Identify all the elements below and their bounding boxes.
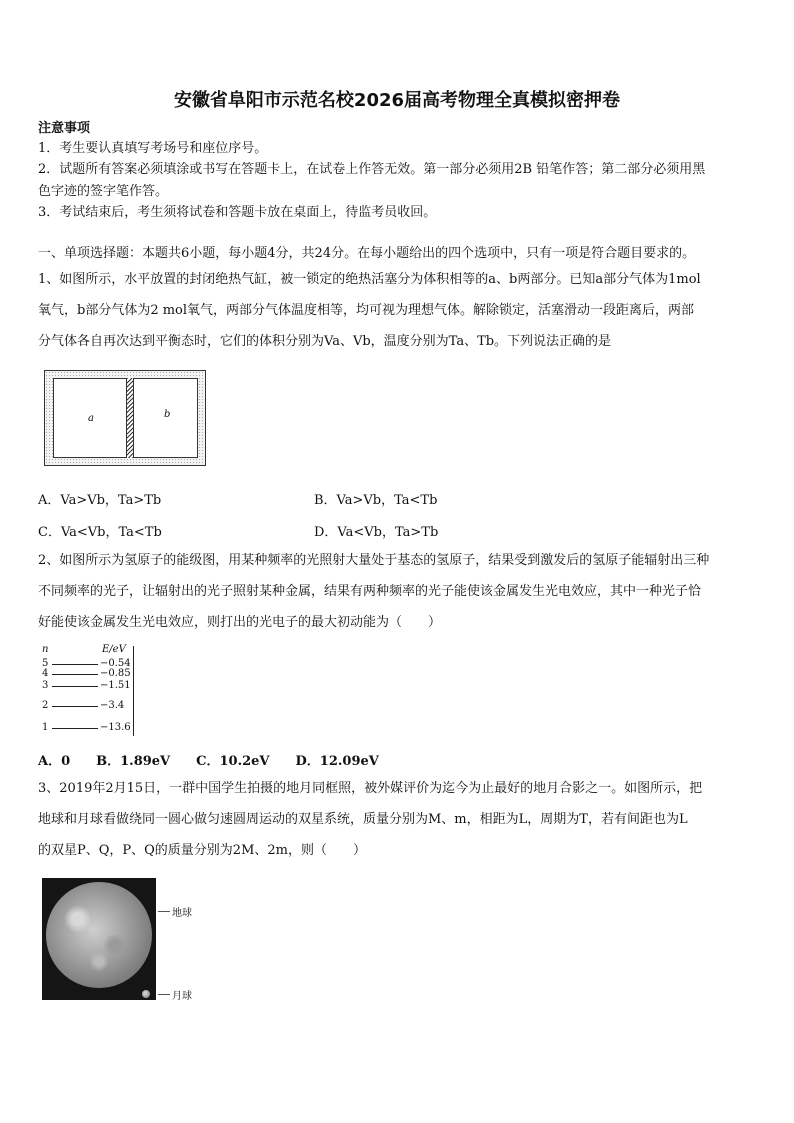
energy-level-3: 3 −1.51 [42,680,131,691]
piston [126,378,134,458]
q2-line-1: 2、如图所示为氢原子的能级图，用某种频率的光照射大量处于基态的氢原子，结果受到激发后的氢原子能辐射出三种 [38,553,710,568]
moon-pointer [158,994,170,995]
notice-item-2-cont: 色字迹的签字笔作答。 [38,184,169,199]
cylinder-figure [44,370,206,466]
q1-option-b[interactable]: B．Va>Vb，Ta<Tb [314,493,438,508]
moon-label: 月球 [172,991,192,1002]
notice-item-2: 2．试题所有答案必须填涂或书写在答题卡上，在试卷上作答无效。第一部分必须用2B 铅笔作答；第二部分必须用黑 [38,162,706,177]
earth-label: 地球 [172,908,192,919]
q2-options[interactable]: A．0 B．1.89eV C．10.2eV D．12.09eV [38,754,379,769]
q1-line-2: 氧气，b部分气体为2 mol氧气，两部分气体温度相等，均可视为理想气体。解除锁定，活塞滑动一段距离后，两部 [38,303,695,318]
earth-moon-photo [42,878,156,1000]
energy-level-2: 2 −3.4 [42,700,125,711]
label-b: b [164,409,171,420]
q2-line-3: 好能使该金属发生光电效应，则打出的光电子的最大初动能为（ ） [38,615,442,630]
q1-line-3: 分气体各自再次达到平衡态时，它们的体积分别为Va、Vb，温度分别为Ta、Tb。下列说法正确的是 [38,334,612,349]
section-heading: 一、单项选择题：本题共6小题，每小题4分，共24分。在每小题给出的四个选项中，只有一项是符合题目要求的。 [38,246,696,261]
notice-heading: 注意事项 [38,121,91,136]
q1-option-a[interactable]: A．Va>Vb，Ta>Tb [38,493,162,508]
label-a: a [88,413,94,424]
moon-image [142,990,150,998]
earth-image [46,882,152,988]
energy-level-5: 5 −0.54 [42,658,131,669]
notice-item-1: 1．考生要认真填写考场号和座位序号。 [38,141,268,156]
q1-line-1: 1、如图所示，水平放置的封闭绝热气缸，被一锁定的绝热活塞分为体积相等的a、b两部分。已知a部分气体为1mol [38,272,701,287]
energy-level-1: 1 −13.6 [42,722,131,733]
n-axis-label: n [42,644,49,655]
cylinder-chamber [53,378,198,458]
q3-line-1: 3、2019年2月15日，一群中国学生拍摄的地月同框照，被外媒评价为迄今为止最好的地月合影之一。如图所示，把 [38,781,703,796]
earth-pointer [158,911,170,912]
energy-level-diagram [40,644,140,739]
notice-item-3: 3．考试结束后，考生须将试卷和答题卡放在桌面上，待监考员收回。 [38,205,437,220]
q1-option-c[interactable]: C．Va<Vb，Ta<Tb [38,525,162,540]
energy-axis-label: E/eV [102,644,126,655]
page-title: 安徽省阜阳市示范名校2026届高考物理全真模拟密押卷 [173,90,621,111]
q3-line-3: 的双星P、Q，P、Q的质量分别为2M、2m，则（ ） [38,843,366,858]
q1-option-d[interactable]: D．Va<Vb，Ta>Tb [314,525,439,540]
q2-line-2: 不同频率的光子，让辐射出的光子照射某种金属，结果有两种频率的光子能使该金属发生光电效应，其中一种光子恰 [38,584,702,599]
q3-line-2: 地球和月球看做绕同一圆心做匀速圆周运动的双星系统，质量分别为M、m，相距为L，周期为T，若有间距也为L [38,812,688,827]
energy-level-4: 4 −0.85 [42,668,131,679]
